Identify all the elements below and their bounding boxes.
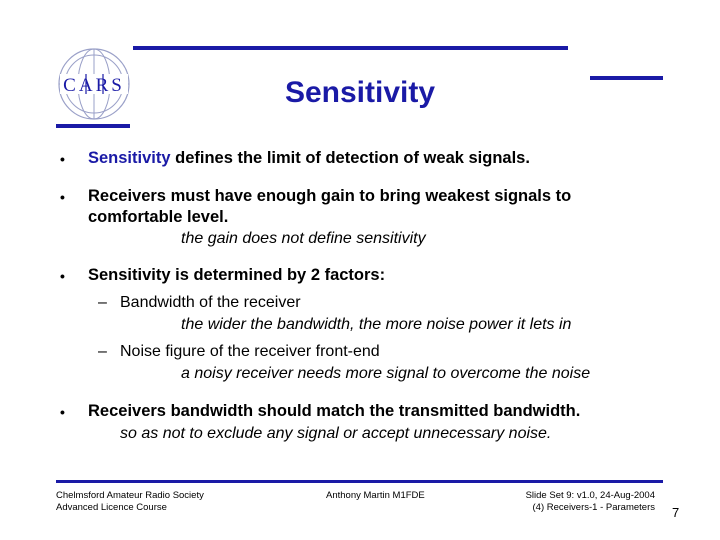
bullet-1-text: defines the limit of detection of weak signals. — [170, 149, 530, 167]
bullet-4-note: so as not to exclude any signal or accept unnecessary noise. — [120, 425, 552, 442]
bullet-marker: • — [60, 189, 65, 205]
dash-marker: – — [98, 343, 107, 360]
bullet-2-line-1: Receivers must have enough gain to bring weakest signals to — [88, 187, 572, 205]
bullet-1-highlight: Sensitivity — [88, 149, 171, 167]
footer-slide-set: Slide Set 9: v1.0, 24-Aug-2004 — [525, 490, 655, 501]
footer-society: Chelmsford Amateur Radio Society — [56, 490, 204, 501]
top-rule — [133, 46, 568, 50]
bullet-marker: • — [60, 404, 65, 420]
sub-bullet-1-note: the wider the bandwidth, the more noise power it lets in — [181, 316, 572, 333]
logo-text: CARS — [63, 75, 125, 96]
sub-bullet-2-note: a noisy receiver needs more signal to overcome the noise — [181, 365, 591, 382]
left-rule — [56, 124, 130, 128]
bullet-1 — [88, 149, 530, 168]
bullet-3-line-1: Sensitivity is determined by 2 factors: — [88, 266, 386, 284]
footer-left — [56, 490, 204, 514]
bullet-4-line-1: Receivers bandwidth should match the transmitted bandwidth. — [88, 402, 581, 420]
bullet-2-note: the gain does not define sensitivity — [181, 230, 426, 247]
slide-title: Sensitivity — [284, 76, 436, 109]
page-number: 7 — [672, 505, 680, 520]
footer-author: Anthony Martin M1FDE — [326, 490, 425, 501]
footer-rule — [56, 480, 663, 483]
sub-bullet-2: Noise figure of the receiver front-end — [120, 343, 380, 360]
sub-bullet-1: Bandwidth of the receiver — [120, 294, 301, 311]
footer-section: (4) Receivers-1 - Parameters — [532, 502, 655, 513]
footer-right — [480, 490, 655, 514]
footer-course: Advanced Licence Course — [56, 502, 167, 513]
bullet-marker: • — [60, 268, 65, 284]
bullet-marker: • — [60, 151, 65, 167]
bullet-2-line-2: comfortable level. — [88, 208, 229, 226]
dash-marker: – — [98, 294, 107, 311]
